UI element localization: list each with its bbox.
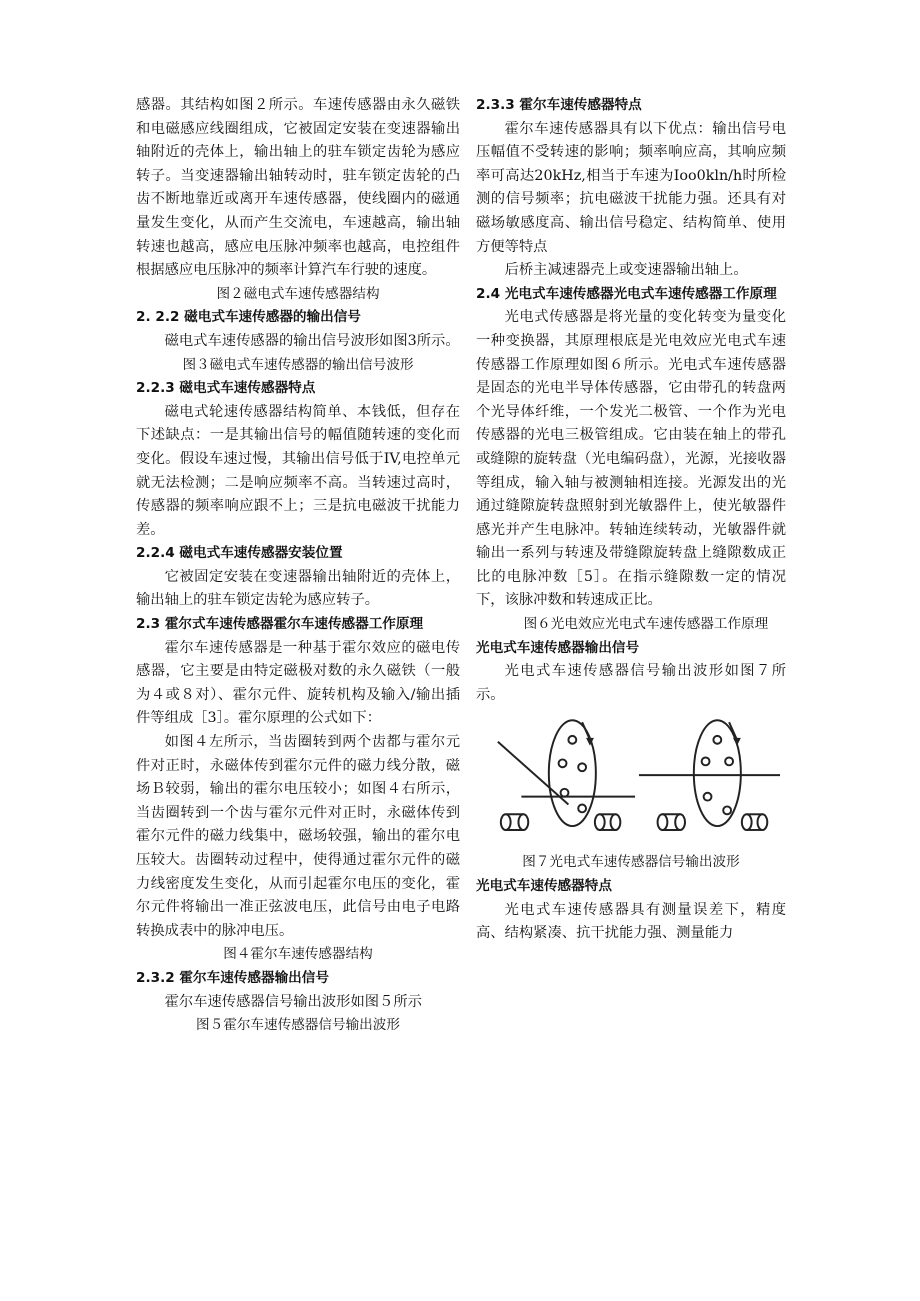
right-column: [476, 94, 786, 946]
section-heading: 2.2.4 磁电式车速传感器安装位置: [136, 545, 343, 562]
paragraph: 磁电式轮速传感器结构简单、本钱低，但存在下述缺点：一是其输出信号的幅值随转速的变化而变化。假设车速过慢，其输出信号低于IV,电控单元就无法检测；二是响应频率不高。当转速过高时，传感器的频率响应跟不上；三是抗电磁波干扰能力差。: [136, 403, 460, 538]
paragraph: 它被固定安装在变速器输出轴附近的壳体上，输出轴上的驻车锁定齿轮为感应转子。: [136, 568, 460, 609]
paragraph: 后桥主减速器壳上或变速器输出轴上。: [504, 262, 748, 279]
paragraph: 光电式车速传感器具有测量误差下，精度高、结构紧凑、抗干扰能力强、测量能力: [476, 901, 786, 942]
paragraph: 光电式车速传感器信号输出波形如图７所示。: [476, 663, 786, 703]
section-heading: 光电式车速传感器输出信号: [476, 639, 640, 656]
figure-caption: 图４霍尔车速传感器结构: [223, 946, 373, 963]
figure-caption: 图７光电式车速传感器信号输出波形: [522, 854, 740, 871]
paragraph: 感器。其结构如图２所示。车速传感器由永久磁铁和电磁感应线圈组成，它被固定安装在变速器输出轴附近的壳体上，输出轴上的驻车锁定齿轮为感应转子。当变速器输出轴转动时，驻车锁定齿轮的凸齿不断地靠近或离开车速传感器，使线圈内的磁通量发生变化，从而产生交流电，车速越高，输出轴转速也越高，感应电压脉冲频率也越高，电控组件根据感应电压脉冲的频率计算汽车行驶的速度。: [136, 97, 460, 279]
left-column: [136, 94, 460, 1038]
encoder-disc-left: [492, 717, 637, 843]
figure-caption: 图５霍尔车速传感器信号输出波形: [196, 1017, 400, 1034]
paragraph: 磁电式车速传感器的输出信号波形如图3所示。: [164, 332, 460, 349]
encoder-disc-right: [637, 717, 782, 843]
section-heading: 2. 2.2 磁电式车速传感器的输出信号: [136, 309, 361, 326]
paragraph: 如图４左所示，当齿圈转到两个齿都与霍尔元件对正时，永磁体传到霍尔元件的磁力线分散，磁场Ｂ较弱，输出的霍尔电压较小；如图４右所示，当齿圈转到一个齿与霍尔元件对正时，永磁体传到霍尔元件的磁力线集中，磁场较强，输出的霍尔电压较大。齿圈转动过程中，使得通过霍尔元件的磁力线密度发生变化，从而引起霍尔电压的变化，霍尔元件将输出一准正弦波电压，此信号由电子电路转换成表中的脉冲电压。: [136, 734, 460, 939]
paragraph: 霍尔车速传感器是一种基于霍尔效应的磁电传感器，它主要是由特定磁极对数的永久磁铁（一般为４或８对）、霍尔元件、旋转机构及输入/输出插件等组成［3］。霍尔原理的公式如下：: [136, 639, 460, 727]
paragraph: 霍尔车速传感器信号输出波形如图５所示: [164, 993, 422, 1010]
section-heading: 2.3 霍尔式车速传感器霍尔车速传感器工作原理: [136, 616, 424, 633]
paragraph: 光电式传感器是将光量的变化转变为量变化一种变换器，其原理根底是光电效应光电式车速传感器工作原理如图６所示。光电式车速传感器是固态的光电半导体传感器，它由带孔的转盘两个光导体纤维，一个发光二极管、一个作为光电传感器的光电三极管组成。它由装在轴上的带孔或缝隙的旋转盘（光电编码盘），光源，光接收器等组成，输入轴与被测轴相连接。光源发出的光通过缝隙旋转盘照射到光敏器件上，使光敏器件感光并产生电脉冲。转轴连续转动，光敏器件就输出一系列与转速及带缝隙旋转盘上缝隙数成正比的电脉冲数［5］。在指示缝隙数一定的情况下，该脉冲数和转速成正比。: [476, 309, 786, 609]
section-heading: 2.2.3 磁电式车速传感器特点: [136, 380, 316, 397]
figure-caption: 图２磁电式车速传感器结构: [216, 285, 380, 302]
section-heading: 2.4 光电式车速传感器光电式车速传感器工作原理: [476, 285, 777, 302]
section-heading: 2.3.2 霍尔车速传感器输出信号: [136, 969, 329, 986]
paragraph: 霍尔车速传感器具有以下优点：输出信号电压幅值不受转速的影响；频率响应高，其响应频率可高达20kHz,相当于车速为Ioo0kln/h时所检测的信号频率；抗电磁波干扰能力强。还具有对磁场敏感度高、输出信号稳定、结构简单、使用方便等特点: [476, 120, 786, 255]
section-heading: 光电式车速传感器特点: [476, 878, 612, 895]
figure-7-encoder-discs: [492, 717, 782, 845]
figure-caption: 图３磁电式车速传感器的输出信号波形: [182, 356, 414, 373]
figure-caption: 图６光电效应光电式车速传感器工作原理: [523, 616, 769, 633]
section-heading: 2.3.3 霍尔车速传感器特点: [476, 97, 642, 113]
